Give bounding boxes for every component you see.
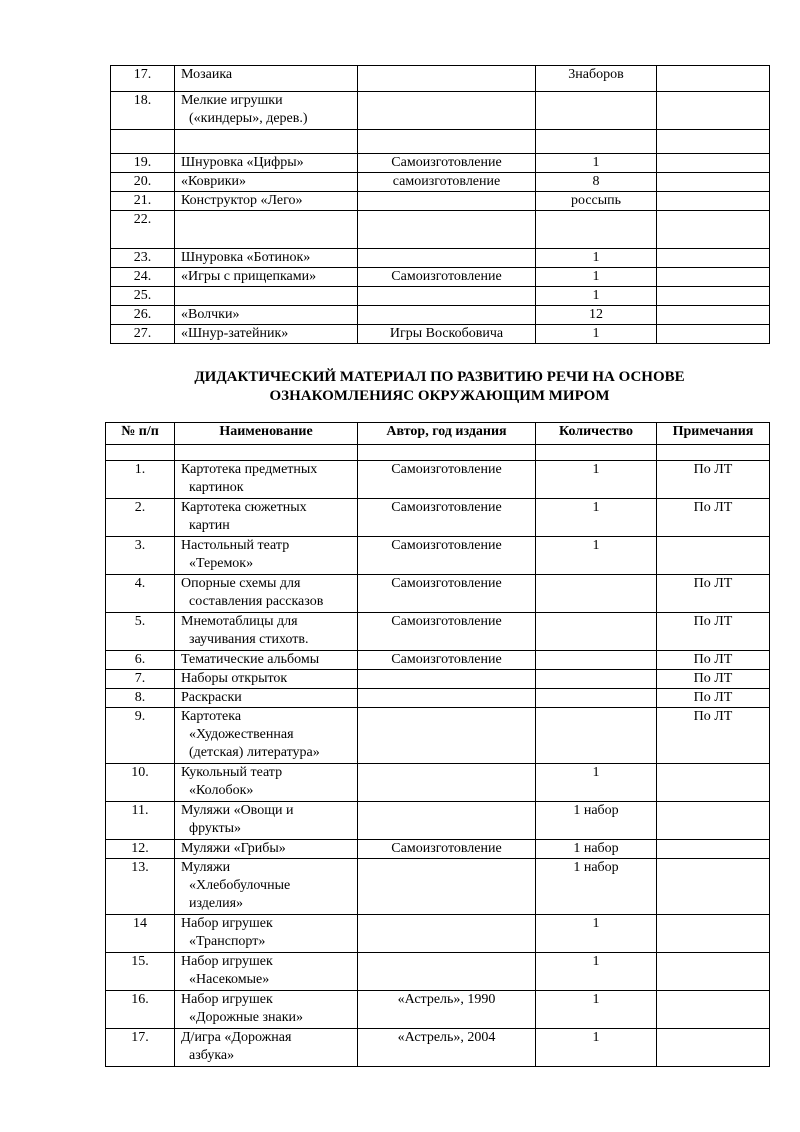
item-name-cell: [175, 249, 358, 268]
item-note: [657, 991, 770, 1029]
header-qty: Количество: [536, 423, 657, 445]
item-qty: 1: [536, 1029, 657, 1067]
item-name-line: («киндеры», дерев.): [189, 111, 308, 126]
item-note: [657, 953, 770, 991]
item-qty: [536, 689, 657, 708]
row-number: 9.: [106, 708, 175, 764]
item-name-cell: [175, 859, 358, 915]
item-author: [358, 211, 536, 249]
item-author: [358, 953, 536, 991]
item-qty: 1 набор: [536, 859, 657, 915]
item-author: [358, 66, 536, 92]
item-author: Самоизготовление: [358, 461, 536, 499]
table-row: [106, 764, 770, 802]
item-name-cell: [175, 192, 358, 211]
item-note: [657, 915, 770, 953]
item-name-line: Картотека предметных: [181, 462, 318, 477]
item-name-line: Шнуровка «Ботинок»: [181, 250, 311, 265]
item-name-cell: [175, 66, 358, 92]
item-qty: 8: [536, 173, 657, 192]
item-note: По ЛТ: [657, 575, 770, 613]
item-qty: [536, 445, 657, 461]
item-note: [657, 840, 770, 859]
item-name-cell: [175, 764, 358, 802]
table-row: [106, 461, 770, 499]
item-author: [358, 689, 536, 708]
item-name-line: составления рассказов: [189, 594, 324, 609]
item-name-cell: [175, 575, 358, 613]
item-name-cell: [175, 325, 358, 344]
table-row: [106, 499, 770, 537]
item-qty: 12: [536, 306, 657, 325]
item-author: [358, 249, 536, 268]
item-qty: 1: [536, 537, 657, 575]
item-name-line: Настольный театр: [181, 538, 290, 553]
item-author: Самоизготовление: [358, 651, 536, 670]
item-name-line: «Колобок»: [189, 783, 254, 798]
item-note: [657, 130, 770, 154]
inventory-table-continued: [110, 65, 770, 344]
item-qty: [536, 708, 657, 764]
section-heading: [110, 368, 769, 406]
item-name-line: заучивания стихотв.: [189, 632, 309, 647]
item-name-cell: [175, 268, 358, 287]
item-name-line: «Дорожные знаки»: [189, 1010, 304, 1025]
item-author: [358, 445, 536, 461]
item-name-cell: [175, 92, 358, 130]
table-row: [111, 249, 770, 268]
row-number: [111, 130, 175, 154]
item-author: [358, 708, 536, 764]
item-author: [358, 192, 536, 211]
item-qty: 1: [536, 461, 657, 499]
item-name-cell: [175, 1029, 358, 1067]
row-number: 17.: [111, 66, 175, 92]
table-row: [106, 840, 770, 859]
row-number: 6.: [106, 651, 175, 670]
row-number: 18.: [111, 92, 175, 130]
table-row: [111, 92, 770, 130]
item-name-cell: [175, 287, 358, 306]
item-name-cell: [175, 613, 358, 651]
item-qty: [536, 575, 657, 613]
item-author: Самоизготовление: [358, 613, 536, 651]
item-note: [657, 325, 770, 344]
row-number: 23.: [111, 249, 175, 268]
item-author: [358, 670, 536, 689]
item-author: Самоизготовление: [358, 537, 536, 575]
item-author: [358, 764, 536, 802]
row-number: 10.: [106, 764, 175, 802]
item-name-cell: [175, 130, 358, 154]
item-author: «Астрель», 1990: [358, 991, 536, 1029]
row-number: 3.: [106, 537, 175, 575]
item-note: [657, 537, 770, 575]
item-qty: 1: [536, 268, 657, 287]
item-note: [657, 268, 770, 287]
item-name-cell: [175, 953, 358, 991]
row-number: 1.: [106, 461, 175, 499]
item-name-line: Картотека сюжетных: [181, 500, 307, 515]
row-number: 12.: [106, 840, 175, 859]
item-name-line: Мелкие игрушки: [181, 93, 283, 108]
item-qty: 1 набор: [536, 840, 657, 859]
row-number: 2.: [106, 499, 175, 537]
item-author: [358, 92, 536, 130]
item-name-cell: [175, 915, 358, 953]
row-number: 24.: [111, 268, 175, 287]
item-name-line: Набор игрушек: [181, 954, 273, 969]
table-row: [106, 953, 770, 991]
table-row: [111, 211, 770, 249]
item-name-line: фрукты»: [189, 821, 242, 836]
item-note: [657, 306, 770, 325]
item-name-cell: [175, 154, 358, 173]
table-row: [111, 130, 770, 154]
item-author: «Астрель», 2004: [358, 1029, 536, 1067]
item-note: [657, 287, 770, 306]
row-number: 16.: [106, 991, 175, 1029]
item-qty: 1: [536, 287, 657, 306]
item-name-line: азбука»: [189, 1048, 235, 1063]
section-heading-line2: ОЗНАКОМЛЕНИЯС ОКРУЖАЮЩИМ МИРОМ: [269, 388, 610, 404]
item-name-line: картинок: [189, 480, 244, 495]
item-qty: 1: [536, 499, 657, 537]
item-author: [358, 306, 536, 325]
table-row: [106, 651, 770, 670]
item-name-line: «Художественная: [189, 727, 294, 742]
item-qty: 1: [536, 953, 657, 991]
row-number: 5.: [106, 613, 175, 651]
item-author: Самоизготовление: [358, 268, 536, 287]
row-number: 13.: [106, 859, 175, 915]
item-note: [657, 192, 770, 211]
item-qty: россыпь: [536, 192, 657, 211]
item-author: [358, 802, 536, 840]
section-heading-line1: ДИДАКТИЧЕСКИЙ МАТЕРИАЛ ПО РАЗВИТИЮ РЕЧИ НА ОСНОВЕ: [194, 369, 685, 385]
table-row: [111, 287, 770, 306]
item-qty: [536, 670, 657, 689]
table-row: [106, 670, 770, 689]
item-name-line: Опорные схемы для: [181, 576, 301, 591]
row-number: 26.: [111, 306, 175, 325]
item-note: [657, 802, 770, 840]
item-name-line: Конструктор «Лего»: [181, 193, 303, 208]
row-number: 27.: [111, 325, 175, 344]
row-number: 21.: [111, 192, 175, 211]
item-name-line: «Волчки»: [181, 307, 240, 322]
item-name-line: (детская) литература»: [189, 745, 320, 760]
item-name-line: картин: [189, 518, 230, 533]
table-row: [106, 859, 770, 915]
item-author: Самоизготовление: [358, 154, 536, 173]
item-qty: [536, 92, 657, 130]
table-row: [106, 708, 770, 764]
item-name-line: Кукольный театр: [181, 765, 283, 780]
table-row: [106, 613, 770, 651]
table-row: [111, 325, 770, 344]
item-author: Игры Воскобовича: [358, 325, 536, 344]
item-name-cell: [175, 211, 358, 249]
item-qty: [536, 651, 657, 670]
item-name-cell: [175, 537, 358, 575]
item-name-cell: [175, 173, 358, 192]
table-row: [106, 991, 770, 1029]
item-author: Самоизготовление: [358, 575, 536, 613]
item-author: [358, 287, 536, 306]
row-number: 4.: [106, 575, 175, 613]
item-name-line: Мнемотаблицы для: [181, 614, 298, 629]
table-row: [106, 689, 770, 708]
item-qty: [536, 211, 657, 249]
item-note: [657, 154, 770, 173]
item-note: По ЛТ: [657, 708, 770, 764]
item-name-line: «Теремок»: [189, 556, 254, 571]
item-note: [657, 859, 770, 915]
item-name-line: Мозаика: [181, 67, 233, 82]
item-name-line: «Коврики»: [181, 174, 247, 189]
item-note: [657, 92, 770, 130]
row-number: 14: [106, 915, 175, 953]
item-name-line: Наборы открыток: [181, 671, 288, 686]
didactic-material-table: [105, 422, 770, 1067]
item-note: [657, 249, 770, 268]
item-name-line: Картотека: [181, 709, 242, 724]
table-row: [111, 154, 770, 173]
item-name-line: Тематические альбомы: [181, 652, 320, 667]
table-row: [106, 802, 770, 840]
row-number: 20.: [111, 173, 175, 192]
item-qty: [536, 613, 657, 651]
item-name-line: Раскраски: [181, 690, 242, 705]
item-qty: 1: [536, 154, 657, 173]
row-number: 7.: [106, 670, 175, 689]
item-note: [657, 173, 770, 192]
item-note: По ЛТ: [657, 461, 770, 499]
item-name-cell: [175, 991, 358, 1029]
table-header-row: [106, 423, 770, 445]
table-row: [111, 173, 770, 192]
item-name-line: «Игры с прищепками»: [181, 269, 317, 284]
item-name-line: Набор игрушек: [181, 916, 273, 931]
header-note: Примечания: [657, 423, 770, 445]
item-name-cell: [175, 499, 358, 537]
item-note: По ЛТ: [657, 613, 770, 651]
item-name-cell: [175, 689, 358, 708]
item-note: По ЛТ: [657, 651, 770, 670]
item-name-line: Шнуровка «Цифры»: [181, 155, 304, 170]
table-row: [111, 268, 770, 287]
table-row: [106, 537, 770, 575]
row-number: [106, 445, 175, 461]
item-author: самоизготовление: [358, 173, 536, 192]
item-name-line: «Хлебобулочные: [189, 878, 291, 893]
item-note: [657, 211, 770, 249]
item-name-cell: [175, 306, 358, 325]
item-note: [657, 764, 770, 802]
item-name-cell: [175, 651, 358, 670]
item-note: По ЛТ: [657, 689, 770, 708]
item-note: [657, 1029, 770, 1067]
item-name-line: Муляжи «Грибы»: [181, 841, 286, 856]
item-name-line: «Шнур-затейник»: [181, 326, 289, 341]
item-name-line: Набор игрушек: [181, 992, 273, 1007]
item-name-line: Д/игра «Дорожная: [181, 1030, 292, 1045]
item-name-line: «Транспорт»: [189, 934, 266, 949]
table-row: [106, 1029, 770, 1067]
row-number: 19.: [111, 154, 175, 173]
item-name-cell: [175, 840, 358, 859]
item-name-cell: [175, 670, 358, 689]
table-row: [111, 306, 770, 325]
header-name: Наименование: [175, 423, 358, 445]
item-name-line: Муляжи: [181, 860, 231, 875]
item-author: [358, 130, 536, 154]
table-row: [106, 445, 770, 461]
item-name-line: «Насекомые»: [189, 972, 270, 987]
row-number: 25.: [111, 287, 175, 306]
item-name-cell: [175, 802, 358, 840]
table-row: [111, 192, 770, 211]
item-name-line: изделия»: [189, 896, 244, 911]
item-qty: 1: [536, 991, 657, 1029]
item-note: [657, 445, 770, 461]
item-note: По ЛТ: [657, 499, 770, 537]
item-author: [358, 915, 536, 953]
row-number: 11.: [106, 802, 175, 840]
item-qty: 1: [536, 764, 657, 802]
table-row: [106, 575, 770, 613]
item-qty: 1 набор: [536, 802, 657, 840]
item-name-cell: [175, 445, 358, 461]
row-number: 17.: [106, 1029, 175, 1067]
item-note: По ЛТ: [657, 670, 770, 689]
item-author: Самоизготовление: [358, 840, 536, 859]
item-qty: [536, 130, 657, 154]
row-number: 22.: [111, 211, 175, 249]
item-name-cell: [175, 461, 358, 499]
row-number: 8.: [106, 689, 175, 708]
item-qty: 3наборов: [536, 66, 657, 92]
item-qty: 1: [536, 915, 657, 953]
item-qty: 1: [536, 249, 657, 268]
item-name-line: Муляжи «Овощи и: [181, 803, 294, 818]
header-num: № п/п: [106, 423, 175, 445]
item-qty: 1: [536, 325, 657, 344]
table-row: [111, 66, 770, 92]
item-note: [657, 66, 770, 92]
header-author: Автор, год издания: [358, 423, 536, 445]
item-author: Самоизготовление: [358, 499, 536, 537]
item-name-cell: [175, 708, 358, 764]
table-row: [106, 915, 770, 953]
item-author: [358, 859, 536, 915]
row-number: 15.: [106, 953, 175, 991]
